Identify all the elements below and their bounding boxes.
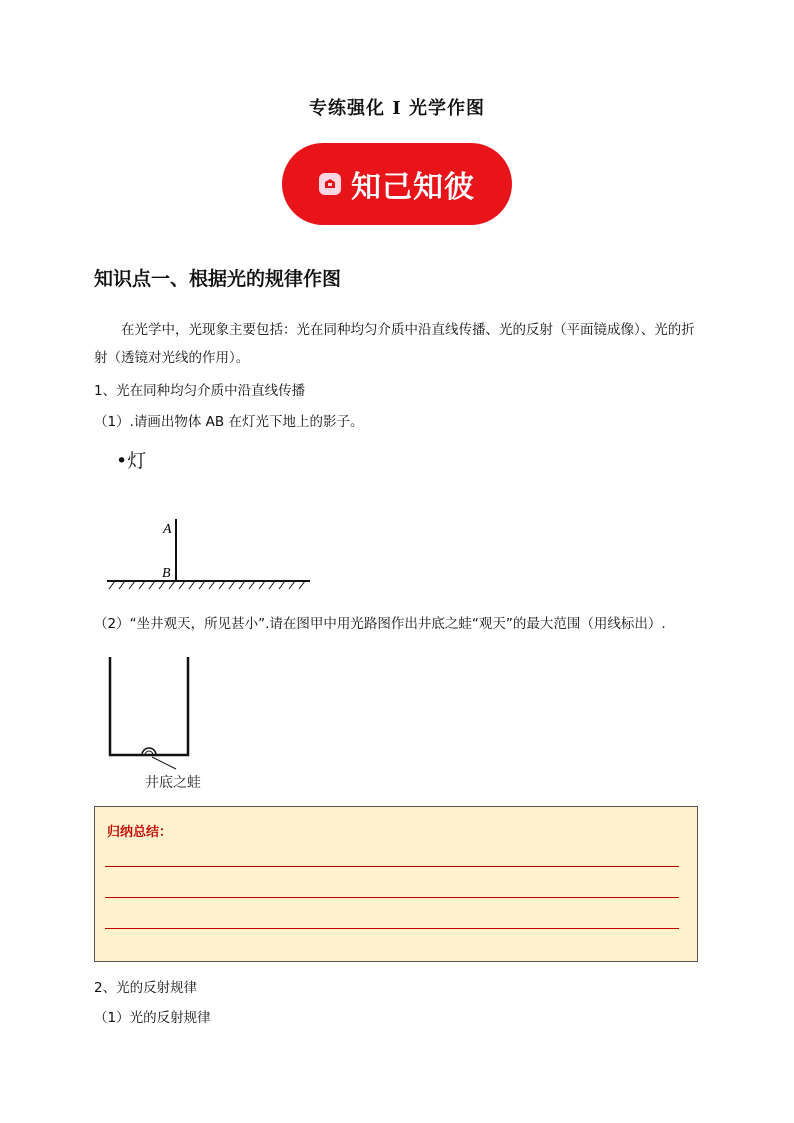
shadow-figure	[105, 515, 315, 595]
lamp-label: •灯	[116, 450, 147, 472]
document-title: 专练强化 I 光学作图	[309, 98, 485, 119]
item-2-sub-1: （1）光的反射规律	[94, 1010, 211, 1026]
well-outline	[110, 657, 188, 755]
ground-hatching	[109, 581, 305, 589]
badge-logo-icon	[319, 173, 341, 195]
item-1-question-1: （1）.请画出物体 AB 在灯光下地上的影子。	[94, 414, 364, 430]
summary-line-1	[105, 866, 679, 867]
summary-line-3	[105, 928, 679, 929]
label-a: A	[163, 522, 172, 537]
item-1-question-2: （2）“坐井观天，所见甚小”.请在图甲中用光路图作出井底之蛙“观天”的最大范围（用线标出）.	[94, 616, 666, 632]
badge-text: 知己知彼	[351, 170, 475, 205]
item-1-heading: 1、光在同种均匀介质中沿直线传播	[94, 383, 306, 399]
summary-box	[94, 806, 698, 962]
section-title: 知识点一、根据光的规律作图	[94, 268, 342, 290]
well-figure	[100, 655, 240, 795]
item-2-heading: 2、光的反射规律	[94, 980, 198, 996]
intro-paragraph: 在光学中，光现象主要包括：光在同种均匀介质中沿直线传播、光的反射（平面镜成像）、光的折射（透镜对光线的作用）。	[94, 322, 695, 366]
frog-pointer	[152, 757, 176, 769]
zhiji-zhibi-badge	[282, 143, 512, 225]
summary-label: 归纳总结：	[107, 825, 173, 840]
summary-line-2	[105, 897, 679, 898]
frog-label: 井底之蛙	[145, 775, 201, 791]
label-b: B	[162, 566, 171, 581]
